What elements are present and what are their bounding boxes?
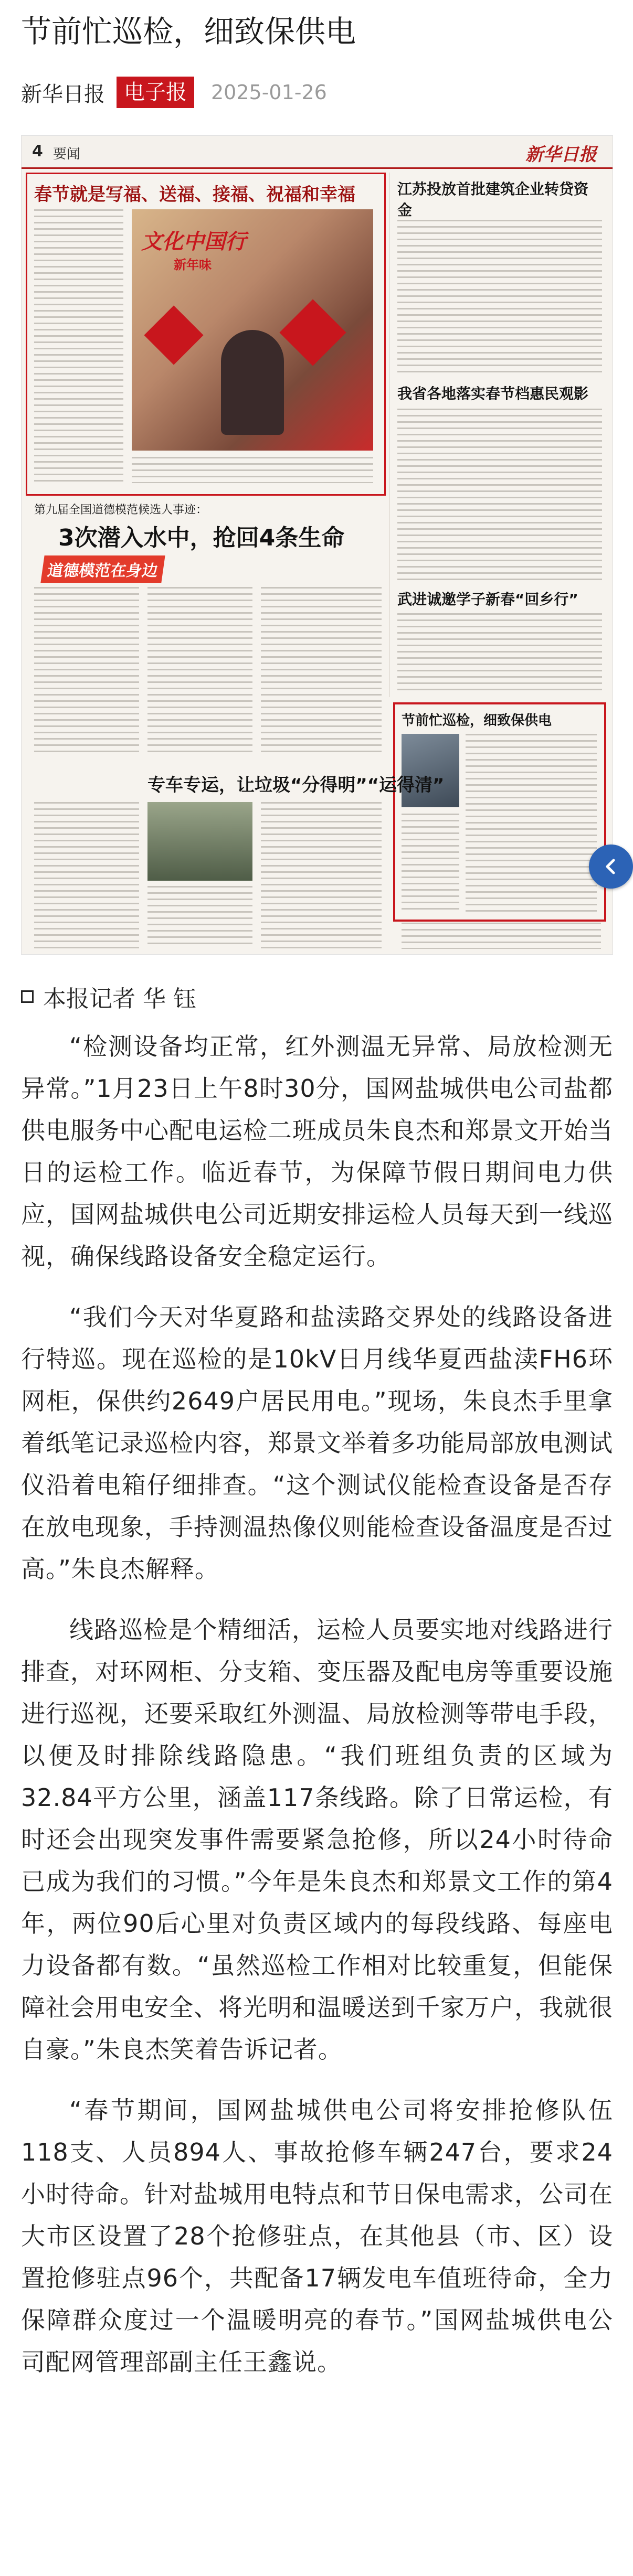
side-text-1 (397, 220, 602, 377)
side-text-3 (397, 613, 602, 692)
bottom-right-text (402, 923, 601, 949)
newspaper-page-image[interactable] (21, 135, 613, 955)
rescue-text (147, 587, 252, 755)
side-headline-1[interactable]: 江苏投放首批建筑企业转贷资金 (397, 180, 589, 219)
side-headline-2[interactable]: 我省各地落实春节档惠民观影 (397, 385, 589, 402)
rescue-text (261, 587, 382, 755)
person-silhouette (221, 330, 284, 435)
fu-decoration (279, 299, 346, 366)
feature-text (34, 209, 123, 482)
garbage-text (147, 886, 252, 949)
newspaper-logo: 新华日报 (525, 144, 597, 165)
chevron-left-icon (602, 858, 620, 875)
square-bullet-icon (21, 990, 34, 1003)
article-paragraph: “春节期间，国网盐城供电公司将安排抢修队伍118支、人员894人、事故抢修车辆247台，要求24小时待命。针对盐城用电特点和节日保电需求，公司在大市区设置了28个抢修驻点，在其他县（市、区）设置抢修驻点96个，共配备17辆发电车值班待命，全力保障群众度过一个温暖明亮的春节。”国网盐城供电公司配网管理部副主任王鑫说。 (21, 2096, 613, 2376)
article-body (21, 1025, 613, 2402)
culture-subtag: 新年味 (174, 258, 212, 272)
article-paragraph: “检测设备均正常，红外测温无异常、局放检测无异常。”1月23日上午8时30分，国网盐城供电公司盐都供电服务中心配电运检二班成员朱良杰和郑景文开始当日的运检工作。临近春节，为保障节假日期间电力供应，国网盐城供电公司近期安排运检人员每天到一线巡视，确保线路设备安全稳定运行。 (21, 1032, 613, 1270)
culture-tag: 文化中国行 (141, 229, 246, 254)
feature-headline[interactable]: 春节就是写福、送福、接福、祝福和幸福 (34, 184, 355, 205)
epaper-badge[interactable]: 电子报 (117, 77, 194, 108)
article-title: 节前忙巡检，细致保供电 (21, 14, 356, 49)
feature-text (132, 457, 373, 483)
side-text-2 (397, 409, 602, 582)
byline (21, 980, 196, 1013)
moral-model-banner: 道德模范在身边 (40, 555, 165, 583)
publish-date: 2025-01-26 (211, 81, 327, 104)
side-headline-3[interactable]: 武进诚邀学子新春“回乡行” (397, 591, 578, 608)
highlight-headline: 节前忙巡检，细致保供电 (402, 713, 552, 729)
prev-page-button[interactable] (589, 845, 633, 889)
newspaper-header (22, 136, 613, 169)
section-name: 要闻 (53, 146, 81, 162)
feature-photo (132, 209, 373, 451)
garbage-text (261, 802, 382, 949)
article-paragraph: “我们今天对华夏路和盐渎路交界处的线路设备进行特巡。现在巡检的是10kV日月线华夏西盐渎FH6环网柜，保供约2649户居民用电。”现场，朱良杰手里拿着纸笔记录巡检内容，郑景文举着多功能局部放电测试仪沿着电箱仔细排查。“这个测试仪能检查设备是否存在放电现象，手持测温热像仪则能检查设备温度是否过高。”朱良杰解释。 (21, 1303, 613, 1583)
article-paragraph: 线路巡检是个精细活，运检人员要实地对线路进行排查，对环网柜、分支箱、变压器及配电房等重要设施进行巡视，还要采取红外测温、局放检测等带电手段，以便及时排除线路隐患。“我们班组负责的区域为32.84平方公里，涵盖117条线路。除了日常运检，有时还会出现突发事件需要紧急抢修，所以24小时待命已成为我们的习惯。”今年是朱良杰和郑景文工作的第4年，两位90后心里对负责区域内的每段线路、每座电力设备都有数。“虽然巡检工作相对比较重复，但能保障社会用电安全、将光明和温暖送到千家万户，我就很自豪。”朱良杰笑着告诉记者。 (21, 1616, 613, 2064)
article-meta (21, 76, 327, 109)
highlight-text (402, 814, 459, 912)
garbage-text (34, 802, 139, 949)
source-name: 新华日报 (21, 82, 105, 106)
byline-text: 本报记者 华 钰 (43, 986, 196, 1012)
rescue-headline[interactable]: 3次潜入水中，抢回4条生命 (58, 525, 345, 551)
garbage-photo (147, 802, 252, 881)
fu-decoration (144, 305, 203, 365)
garbage-headline[interactable]: 专车专运，让垃圾“分得明”“运得清” (147, 775, 445, 796)
page-number: 4 (32, 142, 43, 161)
award-kicker: 第九届全国道德模范候选人事迹： (34, 504, 208, 517)
rescue-text (34, 587, 139, 755)
highlight-text (466, 734, 597, 912)
